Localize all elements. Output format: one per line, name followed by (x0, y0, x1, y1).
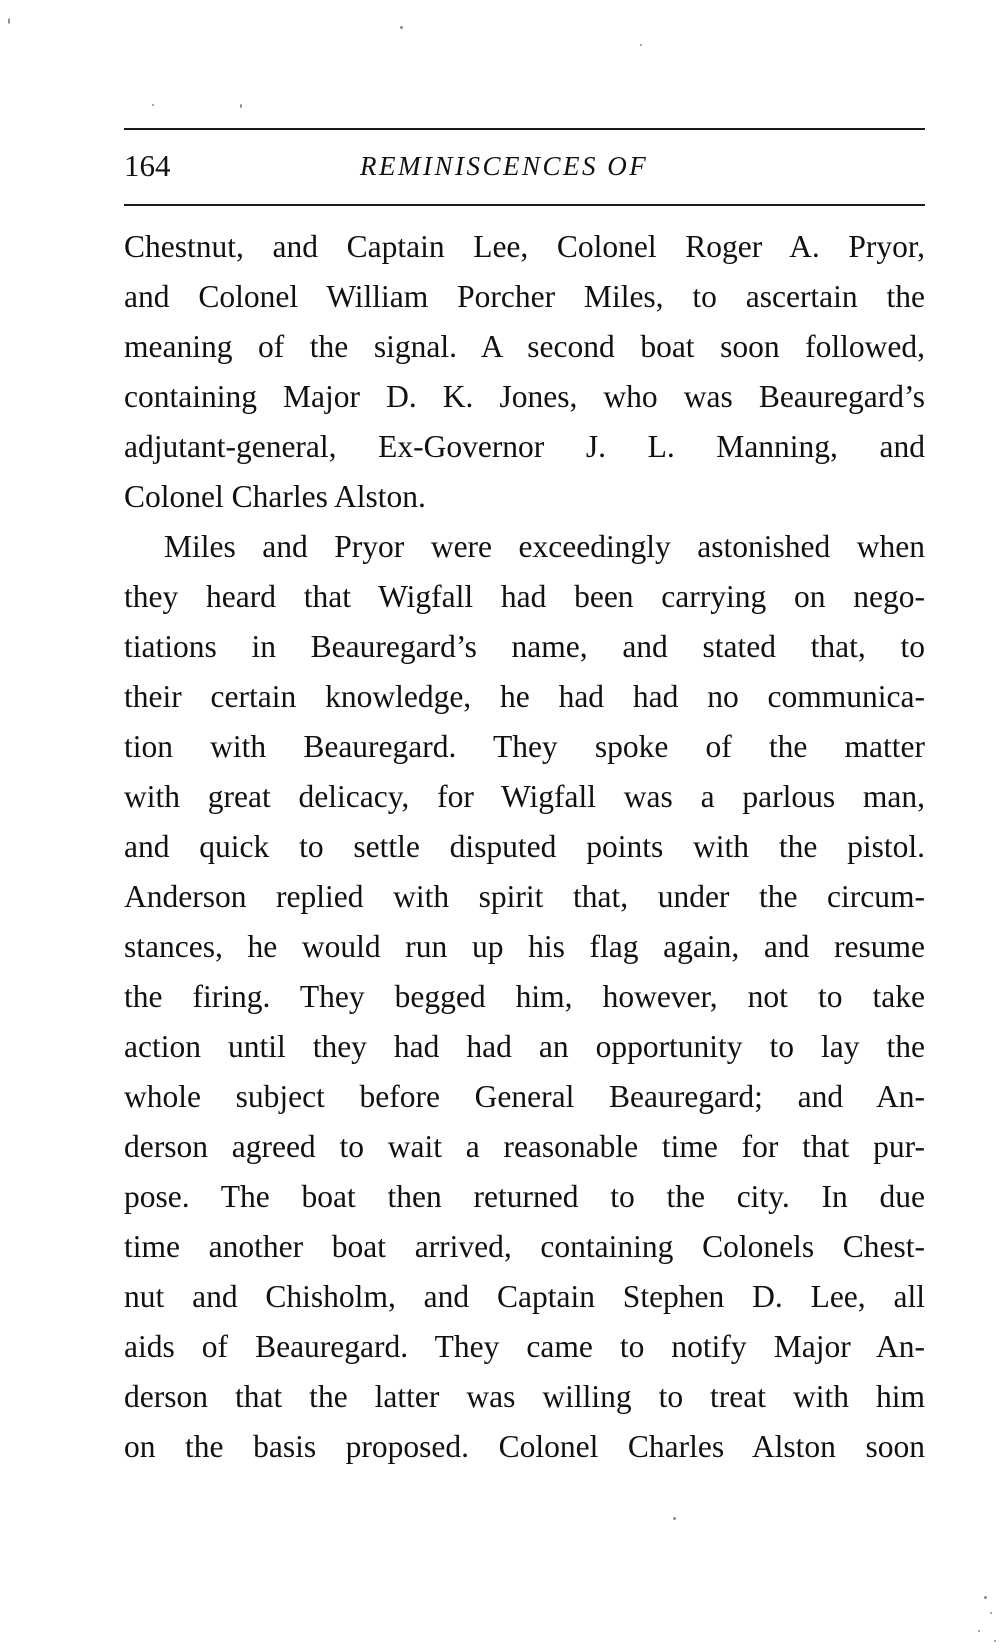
text-line: tiations in Beauregard’s name, and stated that, to (124, 629, 925, 664)
text-line: adjutant-general, Ex-Governor J. L. Manning, and (124, 429, 925, 464)
scan-speck (152, 104, 154, 106)
scan-speck (640, 44, 642, 46)
text-line: containing Major D. K. Jones, who was Beauregard’s (124, 379, 925, 414)
scan-speck (8, 18, 10, 24)
text-line: stances, he would run up his flag again, and resume (124, 929, 925, 964)
scan-speck (990, 1612, 992, 1614)
running-head (124, 146, 925, 186)
paragraph-2 (124, 522, 925, 1472)
scan-speck (400, 26, 403, 29)
text-line: Anderson replied with spirit that, under the circum- (124, 879, 925, 914)
text-line: Colonel Charles Alston. (124, 479, 426, 514)
text-line: their certain knowledge, he had had no communica- (124, 679, 925, 714)
text-line: derson agreed to wait a reasonable time for that pur- (124, 1129, 925, 1164)
text-line: action until they had had an opportunity to lay the (124, 1029, 925, 1064)
text-line: nut and Chisholm, and Captain Stephen D. Lee, all (124, 1279, 925, 1314)
text-line: on the basis proposed. Colonel Charles Alston soon (124, 1429, 925, 1464)
page-number: 164 (124, 148, 171, 183)
running-title: REMINISCENCES OF (360, 151, 649, 181)
text-line: time another boat arrived, containing Colonels Chest- (124, 1229, 925, 1264)
text-line: the firing. They begged him, however, not to take (124, 979, 925, 1014)
body-text (124, 222, 925, 1472)
paragraph-1 (124, 222, 925, 522)
text-line: and Colonel William Porcher Miles, to ascertain the (124, 279, 925, 314)
text-line: aids of Beauregard. They came to notify Major An- (124, 1329, 925, 1364)
text-line: Chestnut, and Captain Lee, Colonel Roger A. Pryor, (124, 229, 925, 264)
text-line: derson that the latter was willing to treat with him (124, 1379, 925, 1414)
text-line: and quick to settle disputed points with the pistol. (124, 829, 925, 864)
text-line: meaning of the signal. A second boat soon followed, (124, 329, 925, 364)
text-line: Miles and Pryor were exceedingly astonished when (164, 529, 925, 564)
scan-speck (978, 1630, 980, 1632)
text-line: whole subject before General Beauregard; and An- (124, 1079, 925, 1114)
header-top-rule (124, 128, 925, 130)
text-line: they heard that Wigfall had been carrying on nego- (124, 579, 925, 614)
header-bottom-rule (124, 204, 925, 206)
scan-speck (984, 1596, 987, 1599)
scan-speck (673, 1517, 676, 1520)
text-line: with great delicacy, for Wigfall was a parlous man, (124, 779, 925, 814)
text-line: pose. The boat then returned to the city. In due (124, 1179, 925, 1214)
text-line: tion with Beauregard. They spoke of the matter (124, 729, 925, 764)
scan-speck (240, 104, 242, 108)
scan-speck (994, 1640, 996, 1642)
